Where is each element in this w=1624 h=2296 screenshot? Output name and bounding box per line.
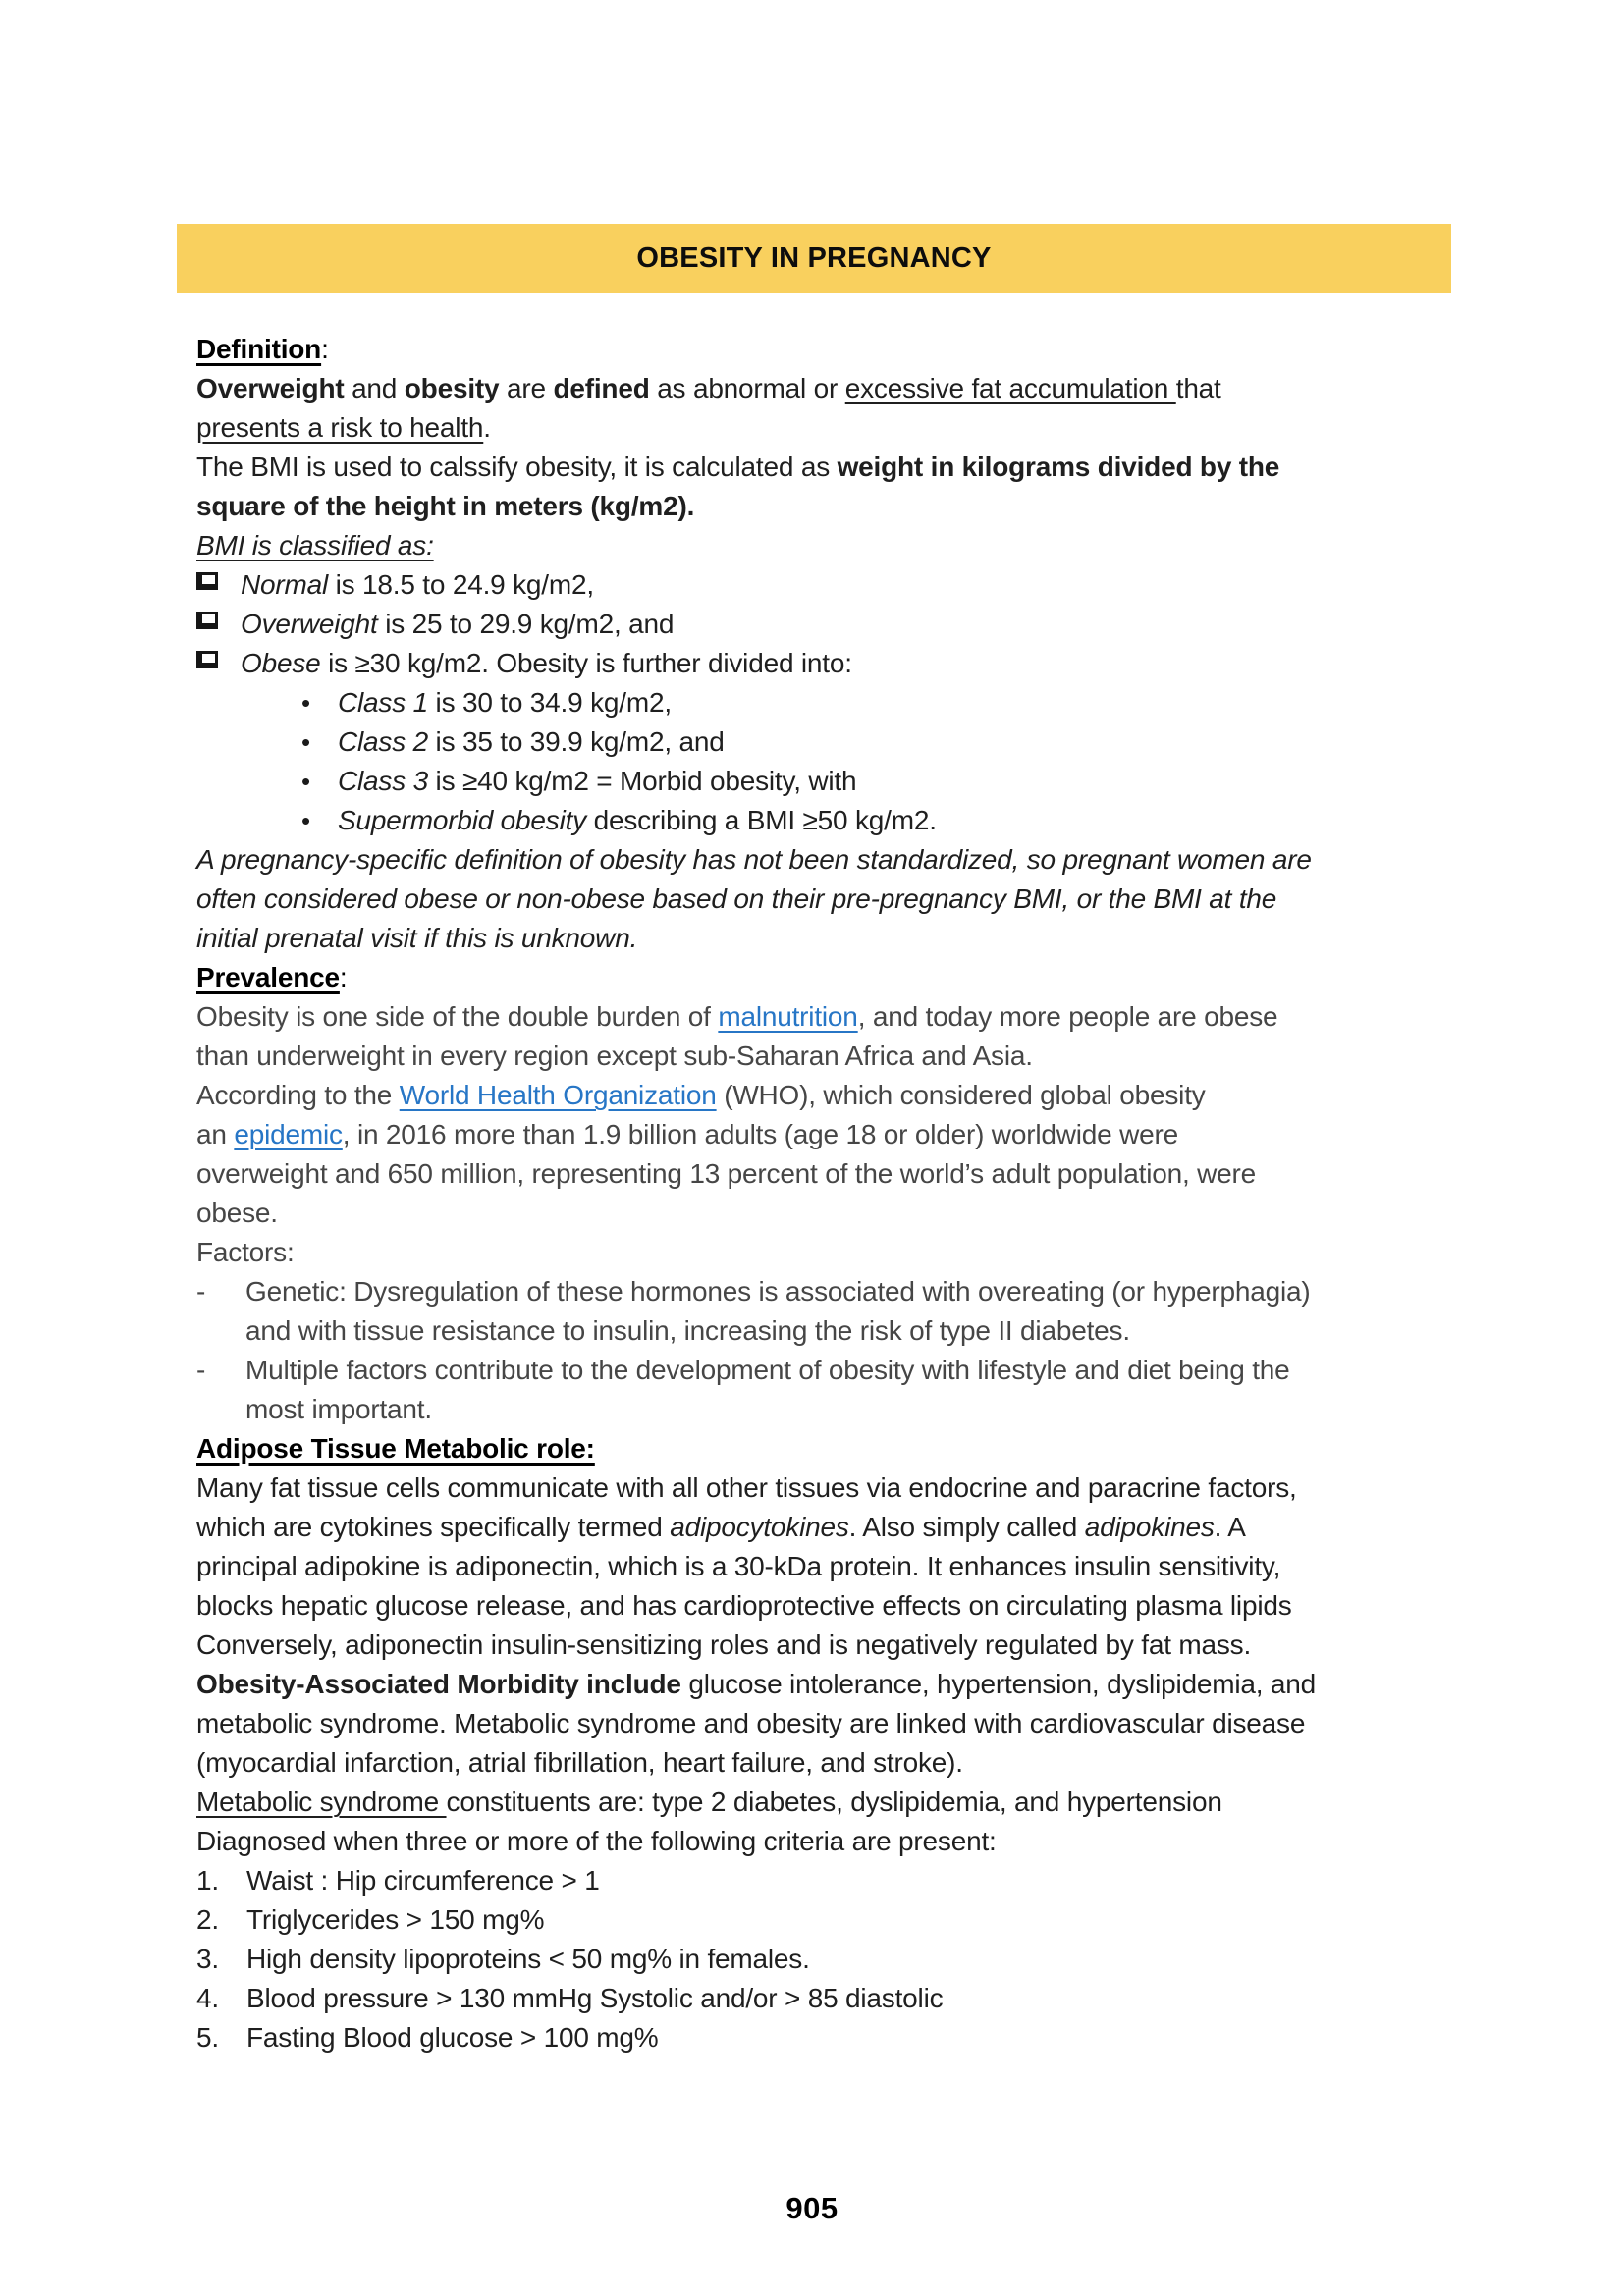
numbered-list-item [196,1979,1532,2018]
number-label: 1. [196,1865,219,1896]
text-run: most important. [245,1394,432,1424]
paragraph [196,369,1532,448]
text-run: Conversely, adiponectin insulin-sensitizing roles and is negatively regulated by fat mass. [196,1629,1252,1660]
bullet-list-item [196,722,1532,762]
numbered-list-item [196,1900,1532,1940]
list-item-text [246,1900,1532,1940]
text-run: Many fat tissue cells communicate with all other tissues via endocrine and paracrine factors, [196,1472,1297,1503]
list-item-text [246,1979,1532,2018]
bullet-icon: • [301,727,310,757]
bullet-icon: • [301,806,310,835]
page-number: 905 [785,2191,839,2225]
list-item-text [246,1940,1532,1979]
link-malnutrition[interactable]: malnutrition [718,1001,858,1032]
section-heading [196,1429,1532,1468]
bullet-list-item [196,801,1532,840]
number-label: 4. [196,1983,219,2013]
text-run: Prevalence [196,962,340,992]
checkbox-list-item [196,605,1532,644]
text-run: metabolic syndrome. Metabolic syndrome and obesity are linked with cardiovascular disease [196,1708,1306,1738]
text-run: . Also simply called [848,1512,1085,1542]
text-run: Triglycerides > 150 mg% [246,1904,545,1935]
checkbox-icon [196,612,218,629]
text-run: Supermorbid obesity [338,805,586,835]
number-label: 2. [196,1904,219,1935]
list-item-text [241,644,1532,683]
paragraph [196,1076,1532,1233]
dash-list-item [196,1272,1532,1351]
text-run: and with tissue resistance to insulin, increasing the risk of type II diabetes. [245,1315,1130,1346]
text-run: overweight and 650 million, representing 13 percent of the world’s adult population, were [196,1158,1257,1189]
text-run: is 25 to 29.9 kg/m2, and [377,609,675,639]
text-run: adipocytokines [670,1512,849,1542]
text-run: Multiple factors contribute to the development of obesity with lifestyle and diet being the [245,1355,1290,1385]
bullet-list-item [196,683,1532,722]
text-run: is 30 to 34.9 kg/m2, [427,687,672,718]
text-run: Obese [241,648,321,678]
text-run: is ≥30 kg/m2. Obesity is further divided into: [320,648,852,678]
text-run: is 18.5 to 24.9 kg/m2, [328,569,594,600]
bullet-icon: • [301,767,310,796]
text-run: which are cytokines specifically termed [196,1512,671,1542]
text-run: are [499,373,554,403]
numbered-list-item [196,2018,1532,2057]
text-run: Overweight [196,373,345,403]
paragraph [196,1233,1532,1272]
text-run: : [321,334,329,364]
text-run: (myocardial infarction, atrial fibrillation, heart failure, and stroke). [196,1747,963,1778]
list-item-text [338,722,1532,762]
numbered-list-item [196,1861,1532,1900]
text-run: Metabolic syndrome [196,1787,447,1817]
text-run: describing a BMI ≥50 kg/m2. [586,805,937,835]
text-run: According to the [196,1080,400,1110]
paragraph [196,1468,1532,1665]
text-run: is ≥40 kg/m2 = Morbid obesity, with [427,766,857,796]
text-run: High density lipoproteins < 50 mg% in females. [246,1944,810,1974]
text-run: defined [553,373,650,403]
text-run: initial prenatal visit if this is unknown. [196,923,638,953]
list-item-text [246,1861,1532,1900]
section-heading [196,330,1532,369]
text-run: constituents are: type 2 diabetes, dyslipidemia, and hypertension [446,1787,1222,1817]
text-run: than underweight in every region except sub-Saharan Africa and Asia. [196,1041,1033,1071]
text-run: that [1175,373,1221,403]
text-run: . A [1214,1512,1246,1542]
text-run: Class 3 [338,766,428,796]
text-run: A pregnancy-specific definition of obesity has not been standardized, so pregnant women are [196,844,1312,875]
title-banner [177,224,1451,293]
list-item-text [245,1272,1532,1351]
text-run: obesity [404,373,500,403]
checkbox-list-item [196,644,1532,683]
text-run: Normal [241,569,329,600]
text-run: , and today more people are obese [857,1001,1278,1032]
text-run: Waist : Hip circumference > 1 [246,1865,600,1896]
bullet-list-item [196,762,1532,801]
text-run: excessive fat accumulation [844,373,1176,403]
text-run: : [339,962,348,992]
text-run: often considered obese or non-obese based on their pre-pregnancy BMI, or the BMI at the [196,883,1277,914]
text-run: adipokines [1084,1512,1215,1542]
dash-marker: - [196,1355,206,1385]
list-item-text [245,1351,1532,1429]
text-run: weight in kilograms divided by the [837,452,1280,482]
text-run: is 35 to 39.9 kg/m2, and [427,726,725,757]
number-label: 3. [196,1944,219,1974]
text-run: Definition [196,334,322,364]
checkbox-icon [196,572,218,590]
checkbox-list-item [196,565,1532,605]
text-run: Obesity is one side of the double burden of [196,1001,719,1032]
paragraph [196,1783,1532,1861]
list-item-text [246,2018,1532,2057]
text-run: . [483,412,491,443]
text-run: BMI is classified as: [196,530,434,561]
page-title: OBESITY IN PREGNANCY [636,241,992,274]
bullet-icon: • [301,688,310,718]
text-run: an [196,1119,235,1149]
text-run: Class 2 [338,726,428,757]
dash-marker: - [196,1276,206,1307]
paragraph [196,526,1532,565]
text-run: obese. [196,1198,278,1228]
paragraph [196,997,1532,1076]
paragraph [196,840,1532,958]
link-world-health-organization[interactable]: World Health Organization [399,1080,717,1110]
text-run: Diagnosed when three or more of the following criteria are present: [196,1826,997,1856]
text-run: Fasting Blood glucose > 100 mg% [246,2022,659,2053]
text-run: Genetic: Dysregulation of these hormones is associated with overeating (or hyperphagia) [245,1276,1311,1307]
text-run: (WHO), which considered global obesity [716,1080,1206,1110]
dash-list-item [196,1351,1532,1429]
text-run: square of the height in meters (kg/m2). [196,491,695,521]
numbered-list-item [196,1940,1532,1979]
list-item-text [241,565,1532,605]
list-item-text [338,683,1532,722]
text-run: Class 1 [338,687,428,718]
section-heading [196,958,1532,997]
list-item-text [338,801,1532,840]
text-run: glucose intolerance, hypertension, dyslipidemia, and [680,1669,1317,1699]
list-item-text [338,762,1532,801]
number-label: 5. [196,2022,219,2053]
text-run: presents a risk to health [196,412,484,443]
text-run: blocks hepatic glucose release, and has cardioprotective effects on circulating plasma lipids [196,1590,1292,1621]
paragraph [196,1665,1532,1783]
text-run: Factors: [196,1237,295,1267]
text-run: Blood pressure > 130 mmHg Systolic and/or > 85 diastolic [246,1983,944,2013]
text-run: as abnormal or [649,373,845,403]
text-run: Overweight [241,609,378,639]
checkbox-icon [196,651,218,668]
paragraph [196,448,1532,526]
text-run: The BMI is used to calssify obesity, it is calculated as [196,452,838,482]
text-run: , in 2016 more than 1.9 billion adults (age 18 or older) worldwide were [342,1119,1178,1149]
list-item-text [241,605,1532,644]
text-run: and [344,373,405,403]
document-body [196,330,1532,2057]
link-epidemic[interactable]: epidemic [234,1119,343,1149]
text-run: Obesity-Associated Morbidity include [196,1669,681,1699]
text-run: Adipose Tissue Metabolic role: [196,1433,595,1464]
text-run: principal adipokine is adiponectin, which is a 30-kDa protein. It enhances insulin sensitivity, [196,1551,1281,1581]
